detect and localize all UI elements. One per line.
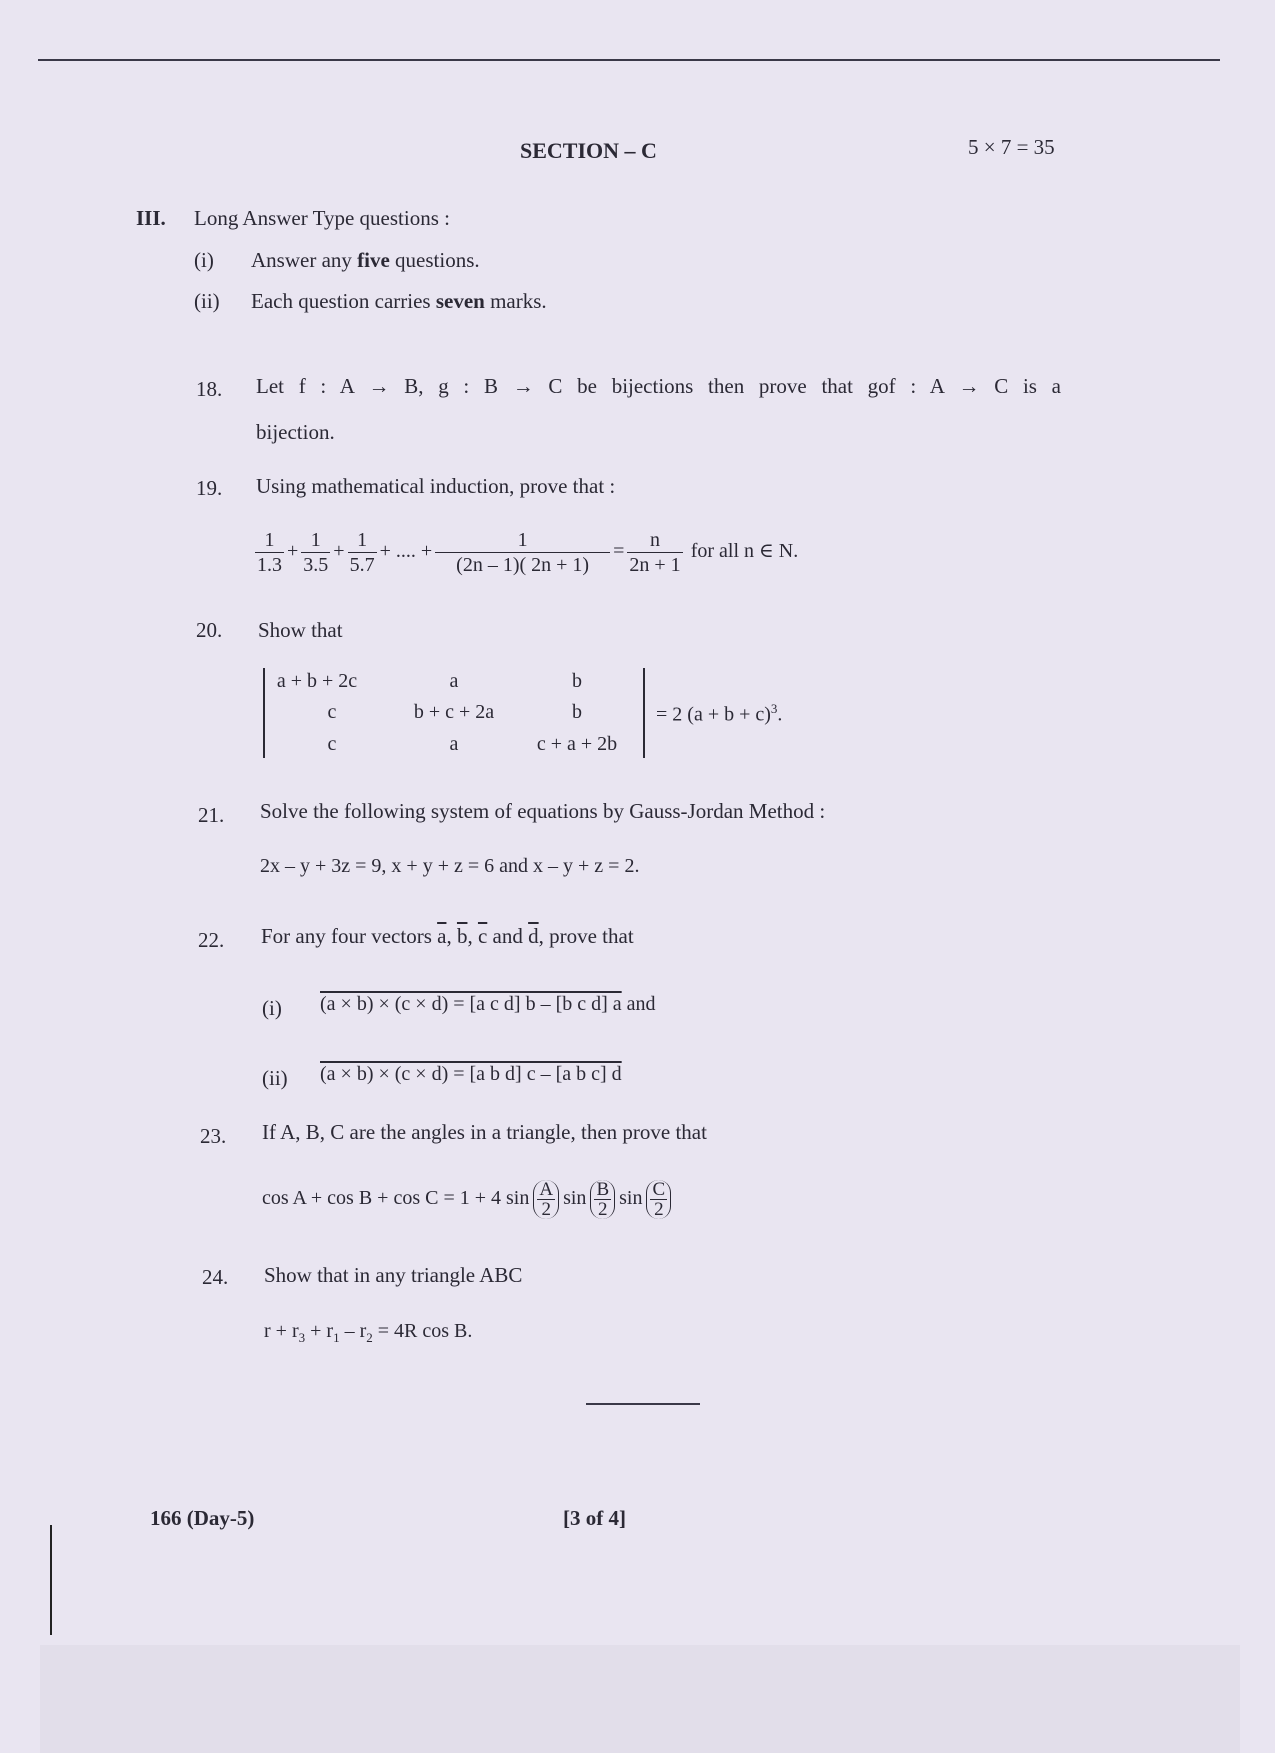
subpart-num: (i): [262, 996, 282, 1020]
scan-shadow-bottom: [40, 1645, 1240, 1753]
question-number: 20.: [196, 618, 223, 642]
determinant-cell: b: [572, 670, 582, 692]
question-text: Solve the following system of equations by Gauss-Jordan Method :: [260, 799, 826, 823]
determinant-cell: c + a + 2b: [536, 733, 618, 755]
determinant-cell: c: [327, 733, 337, 755]
question-text: For any four vectors $\overline{a}$, $\overline{b}$, $\overline{c}$ and $\overline{d}$, prove that: [261, 924, 634, 948]
question-text: Let f : A → B, g : B → C be bijections then prove that gof : A → C is a: [256, 374, 1061, 398]
section-title: SECTION – C: [520, 138, 657, 163]
determinant-cell: c: [327, 701, 337, 723]
determinant-cell: a: [449, 733, 459, 755]
determinant-rhs: = 2 $(a + b + c)^3$.: [656, 701, 783, 726]
instructions-roman: III.: [136, 206, 166, 230]
end-of-questions-rule: [586, 1403, 700, 1405]
page-number: [3 of 4]: [563, 1506, 626, 1530]
determinant-cell: a: [449, 670, 459, 692]
inradius-identity: $r + r_3 + r_1 - r_2 = 4R$ cos B.: [264, 1320, 473, 1345]
instructions-title: Long Answer Type questions :: [194, 206, 450, 230]
instruction-num: (i): [194, 248, 214, 272]
instruction-num: (ii): [194, 289, 220, 313]
section-marks: 5 × 7 = 35: [968, 135, 1055, 159]
scan-edge-line: [50, 1525, 52, 1635]
determinant-cell: b + c + 2a: [413, 701, 495, 723]
question-number: 24.: [202, 1265, 229, 1289]
paper-code: 166 (Day-5): [150, 1506, 255, 1530]
question-text: Using mathematical induction, prove that :: [256, 474, 616, 498]
question-number: 19.: [196, 476, 223, 500]
question-number: 22.: [198, 928, 225, 952]
equation-system: 2x – y + 3z = 9, x + y + z = 6 and x – y + z = 2.: [260, 855, 640, 877]
question-text: If A, B, C are the angles in a triangle, then prove that: [262, 1120, 707, 1144]
question-text: Show that: [258, 618, 343, 642]
determinant-right-bar: [643, 668, 645, 758]
determinant-cell: b: [572, 701, 582, 723]
determinant-cell: a + b + 2c: [276, 670, 358, 692]
subpart-num: (ii): [262, 1066, 288, 1090]
vector-identity: (a × b) × (c × d) = [a c d] b – [b c d] a and: [320, 993, 656, 1015]
question-text: bijection.: [256, 420, 335, 444]
induction-formula: $\frac{1}{1.3}$ + $\frac{1}{3.5}$ + $\frac{1}{5.7}$ + .... + $\frac{1}{(2n - 1)( 2n + 1)}$ = $\frac{n}{2n + 1}$ for all n ∈ N.: [257, 529, 799, 576]
trig-identity: cos A + cos B + cos C = 1 + 4 sin $\frac{A}{2}$ sin $\frac{B}{2}$ sin $\frac{C}{2}$: [262, 1180, 675, 1219]
vector-identity: (a × b) × (c × d) = [a b d] c – [a b c] d: [320, 1063, 622, 1085]
question-number: 18.: [196, 377, 223, 401]
question-number: 23.: [200, 1124, 227, 1148]
instruction-text: Each question carries seven marks.: [251, 289, 547, 313]
question-number: 21.: [198, 803, 225, 827]
question-text: Show that in any triangle ABC: [264, 1263, 523, 1287]
top-rule: [38, 59, 1220, 61]
instruction-text: Answer any five questions.: [251, 248, 480, 272]
